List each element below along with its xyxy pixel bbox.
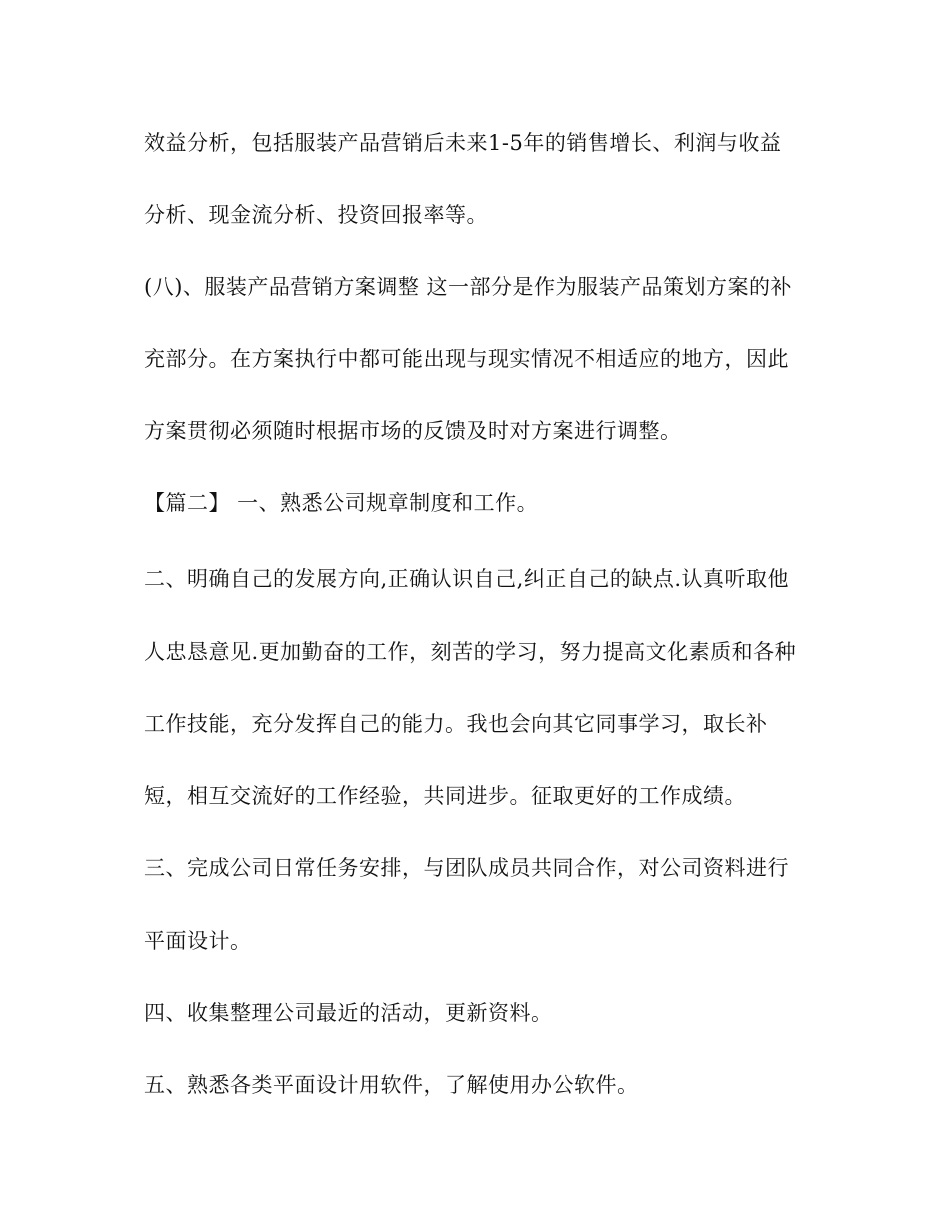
text-line: 效益分析，包括服装产品营销后未来1-5年的销售增长、利润与收益: [144, 131, 782, 155]
text-line: 方案贯彻必须随时根据市场的反馈及时对方案进行调整。: [144, 419, 682, 443]
text-line: 二、明确自己的发展方向,正确认识自己,纠正自己的缺点.认真听取他: [144, 567, 790, 591]
text-line: 三、完成公司日常任务安排，与团队成员共同合作，对公司资料进行: [144, 856, 789, 880]
text-line: 人忠恳意见.更加勤奋的工作，刻苦的学习，努力提高文化素质和各种: [144, 640, 797, 664]
text-line: 分析、现金流分析、投资回报率等。: [144, 203, 488, 227]
section-heading-line: 【篇二】 一、熟悉公司规章制度和工作。: [144, 491, 539, 515]
text-line: 平面设计。: [144, 929, 252, 953]
text-line: 充部分。在方案执行中都可能出现与现实情况不相适应的地方，因此: [144, 347, 789, 371]
text-line: 工作技能，充分发挥自己的能力。我也会向其它同事学习，取长补: [144, 712, 768, 736]
text-line: 四、收集整理公司最近的活动，更新资料。: [144, 1001, 553, 1025]
text-line: 短，相互交流好的工作经验，共同进步。征取更好的工作成绩。: [144, 784, 746, 808]
text-line: 五、熟悉各类平面设计用软件，了解使用办公软件。: [144, 1073, 639, 1097]
text-line: (八)、服装产品营销方案调整 这一部分是作为服装产品策划方案的补: [144, 275, 793, 299]
